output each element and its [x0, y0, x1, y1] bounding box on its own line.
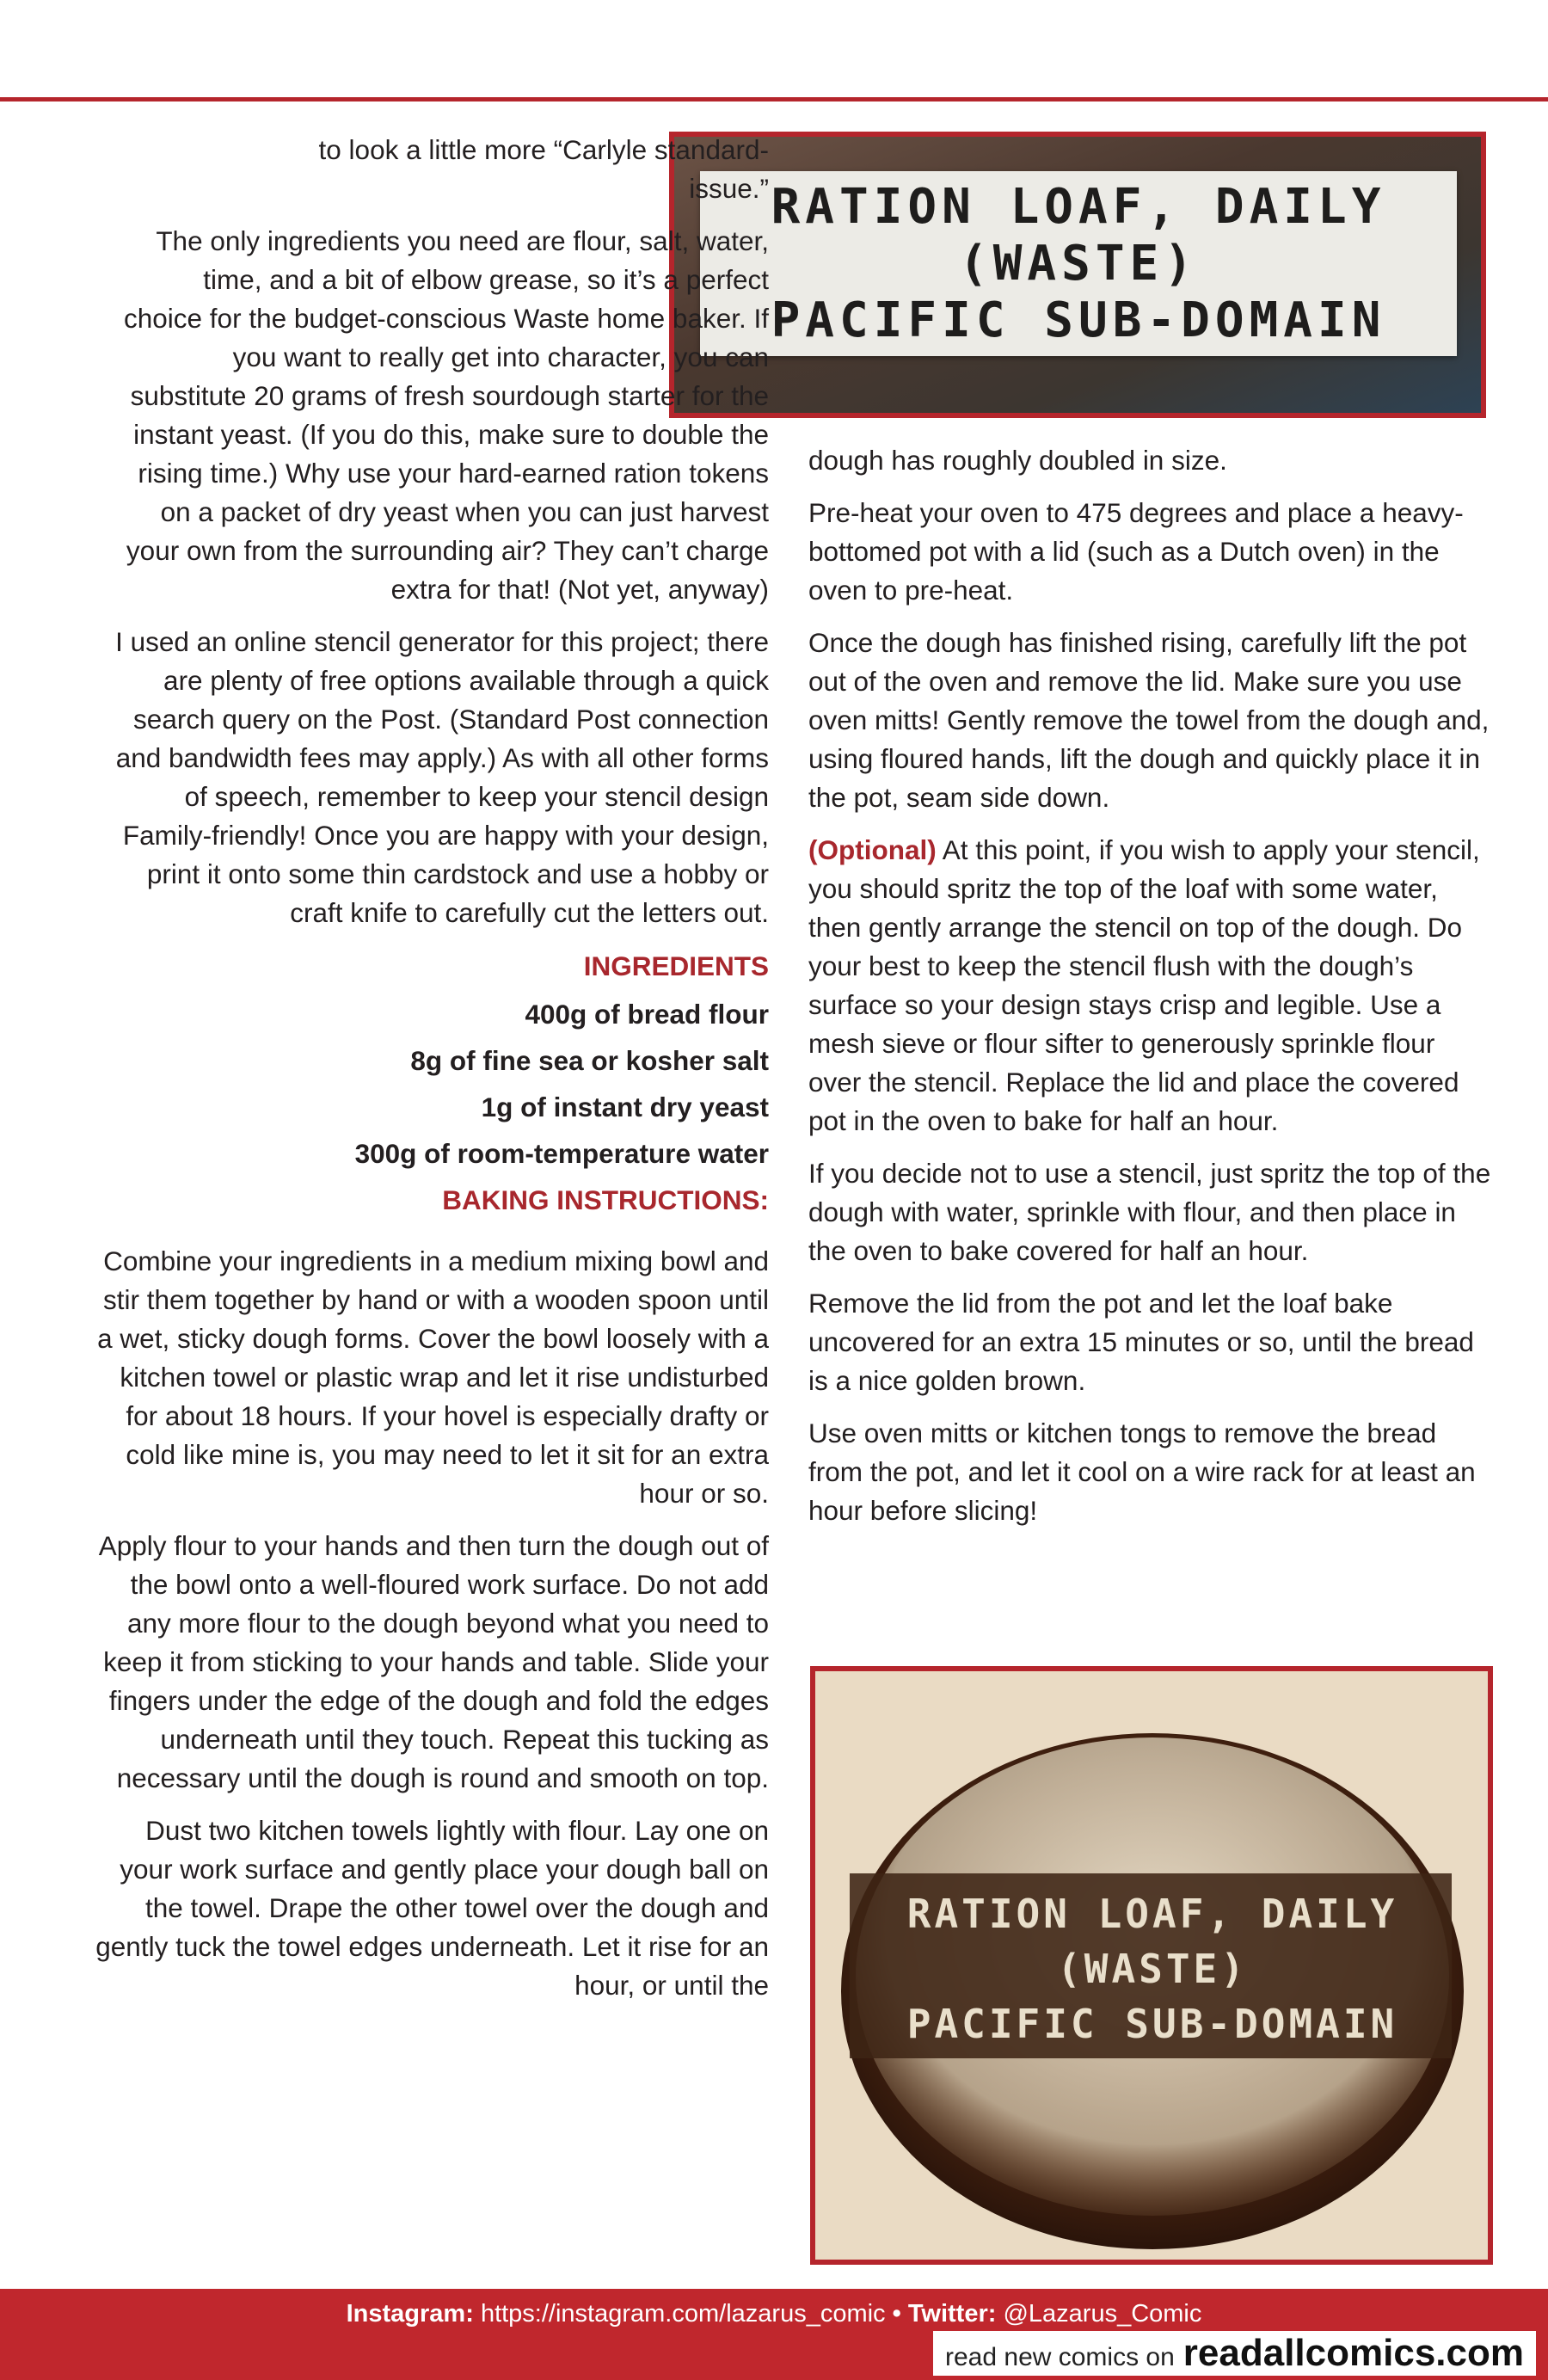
right-paragraph-2: Pre-heat your oven to 475 degrees and place a heavy-bottomed pot with a lid (such as a Dutch oven) in the oven to pre-heat.	[808, 497, 1464, 606]
stencil-line-1: RATION LOAF, DAILY	[771, 178, 1386, 235]
ingredient-item: 8g of fine sea or kosher salt	[410, 1045, 769, 1076]
left-paragraph-3: I used an online stencil generator for this project; there are plenty of free options available through a quick search query on the Post. (Standard Post connection and bandwidth fees may apply.) As with all other forms of speech, remember to keep your stencil design Family-friendly! Once you are happy with your design, print it onto some thin cardstock and use a hobby or craft knife to carefully cut the letters out.	[115, 626, 769, 928]
left-paragraph-2: The only ingredients you need are flour, salt, water, time, and a bit of elbow grease, so it’s a perfect choice for the budget-conscious Waste home baker. If you want to really get into character, you can substitute 20 grams of fresh sourdough starter for the instant yeast. (If you do this, make sure to double the rising time.) Why use your hard-earned ration tokens on a packet of dry yeast when you can just harvest your own from the surrounding air? They can’t charge extra for that! (Not yet, anyway)	[124, 225, 769, 605]
footer-links	[0, 2298, 1548, 2329]
ingredient-item: 300g of room-temperature water	[354, 1138, 769, 1169]
ingredient-item: 400g of bread flour	[525, 999, 769, 1030]
right-column	[808, 441, 1493, 1544]
twitter-label: Twitter:	[907, 2300, 997, 2328]
left-column	[89, 131, 769, 2019]
right-paragraph-7: Use oven mitts or kitchen tongs to remove the bread from the pot, and let it cool on a wire rack for at least an hour before slicing!	[808, 1418, 1476, 1526]
instagram-label: Instagram:	[346, 2300, 474, 2328]
left-paragraph-5: Apply flour to your hands and then turn the dough out of the bowl onto a well-floured work surface. Do not add any more flour to the dough beyond what you need to keep it from sticking to your hands and table. Slide your fingers under the edge of the dough and fold the edges underneath until they touch. Repeat this tucking as necessary until the dough is round and smooth on top.	[98, 1530, 769, 1793]
stencil-line-3: PACIFIC SUB-DOMAIN	[771, 292, 1386, 348]
optional-label: (Optional)	[808, 834, 937, 865]
loaf-line-1: RATION LOAF, DAILY	[906, 1891, 1398, 1937]
site-watermark[interactable]	[933, 2331, 1536, 2376]
baking-instructions-heading: BAKING INSTRUCTIONS:	[442, 1184, 769, 1215]
instagram-link[interactable]: https://instagram.com/lazarus_comic	[480, 2300, 886, 2328]
right-paragraph-1: dough has roughly doubled in size.	[808, 445, 1227, 476]
loaf-illustration	[815, 1671, 1488, 2260]
watermark-prefix: read new comics on	[945, 2343, 1175, 2371]
ingredients-heading: INGREDIENTS	[583, 950, 769, 981]
stencil-sign-photo	[669, 132, 1486, 418]
stencil-card	[700, 171, 1457, 356]
loaf-photo	[810, 1666, 1493, 2265]
right-paragraph-3: Once the dough has finished rising, carefully lift the pot out of the oven and remove the lid. Make sure you use oven mitts! Gently remove the towel from the dough and, using floured hands, lift the dough and quickly place it in the pot, seam side down.	[808, 627, 1490, 813]
right-paragraph-4	[808, 831, 1493, 1141]
ingredient-item: 1g of instant dry yeast	[481, 1092, 769, 1122]
stencil-line-2: (WASTE)	[958, 235, 1198, 292]
right-paragraph-6: Remove the lid from the pot and let the loaf bake uncovered for an extra 15 minutes or so, until the bread is a nice golden brown.	[808, 1288, 1474, 1396]
optional-text: At this point, if you wish to apply your stencil, you should spritz the top of the loaf with some water, then gently arrange the stencil on top of the dough. Do your best to keep the stencil flush with the dough’s surface so your design stays crisp and legible. Use a mesh sieve or flour sifter to generously sprinkle flour over the stencil. Replace the lid and place the covered pot in the oven to bake for half an hour.	[808, 834, 1480, 1136]
loaf-line-3: PACIFIC SUB-DOMAIN	[906, 2001, 1398, 2047]
twitter-link[interactable]: @Lazarus_Comic	[1003, 2300, 1202, 2328]
left-paragraph-1: to look a little more “Carlyle standard-issue.”	[318, 134, 769, 204]
watermark-site: readallcomics.com	[1182, 2332, 1524, 2374]
loaf-line-2: (WASTE)	[1057, 1946, 1248, 1992]
footer-separator: •	[892, 2300, 901, 2328]
top-rule	[0, 97, 1548, 101]
right-paragraph-5: If you decide not to use a stencil, just spritz the top of the dough with water, sprinkle with flour, and then place in the oven to bake covered for half an hour.	[808, 1158, 1491, 1266]
left-paragraph-6: Dust two kitchen towels lightly with flour. Lay one on your work surface and gently place your dough ball on the towel. Drape the other towel over the dough and gently tuck the towel edges underneath. Let it rise for an hour, or until the	[95, 1815, 769, 2001]
left-paragraph-4: Combine your ingredients in a medium mixing bowl and stir them together by hand or with a wooden spoon until a wet, sticky dough forms. Cover the bowl loosely with a kitchen towel or plastic wrap and let it rise undisturbed for about 18 hours. If your hovel is especially drafty or cold like mine is, you may need to let it sit for an extra hour or so.	[97, 1245, 769, 1509]
